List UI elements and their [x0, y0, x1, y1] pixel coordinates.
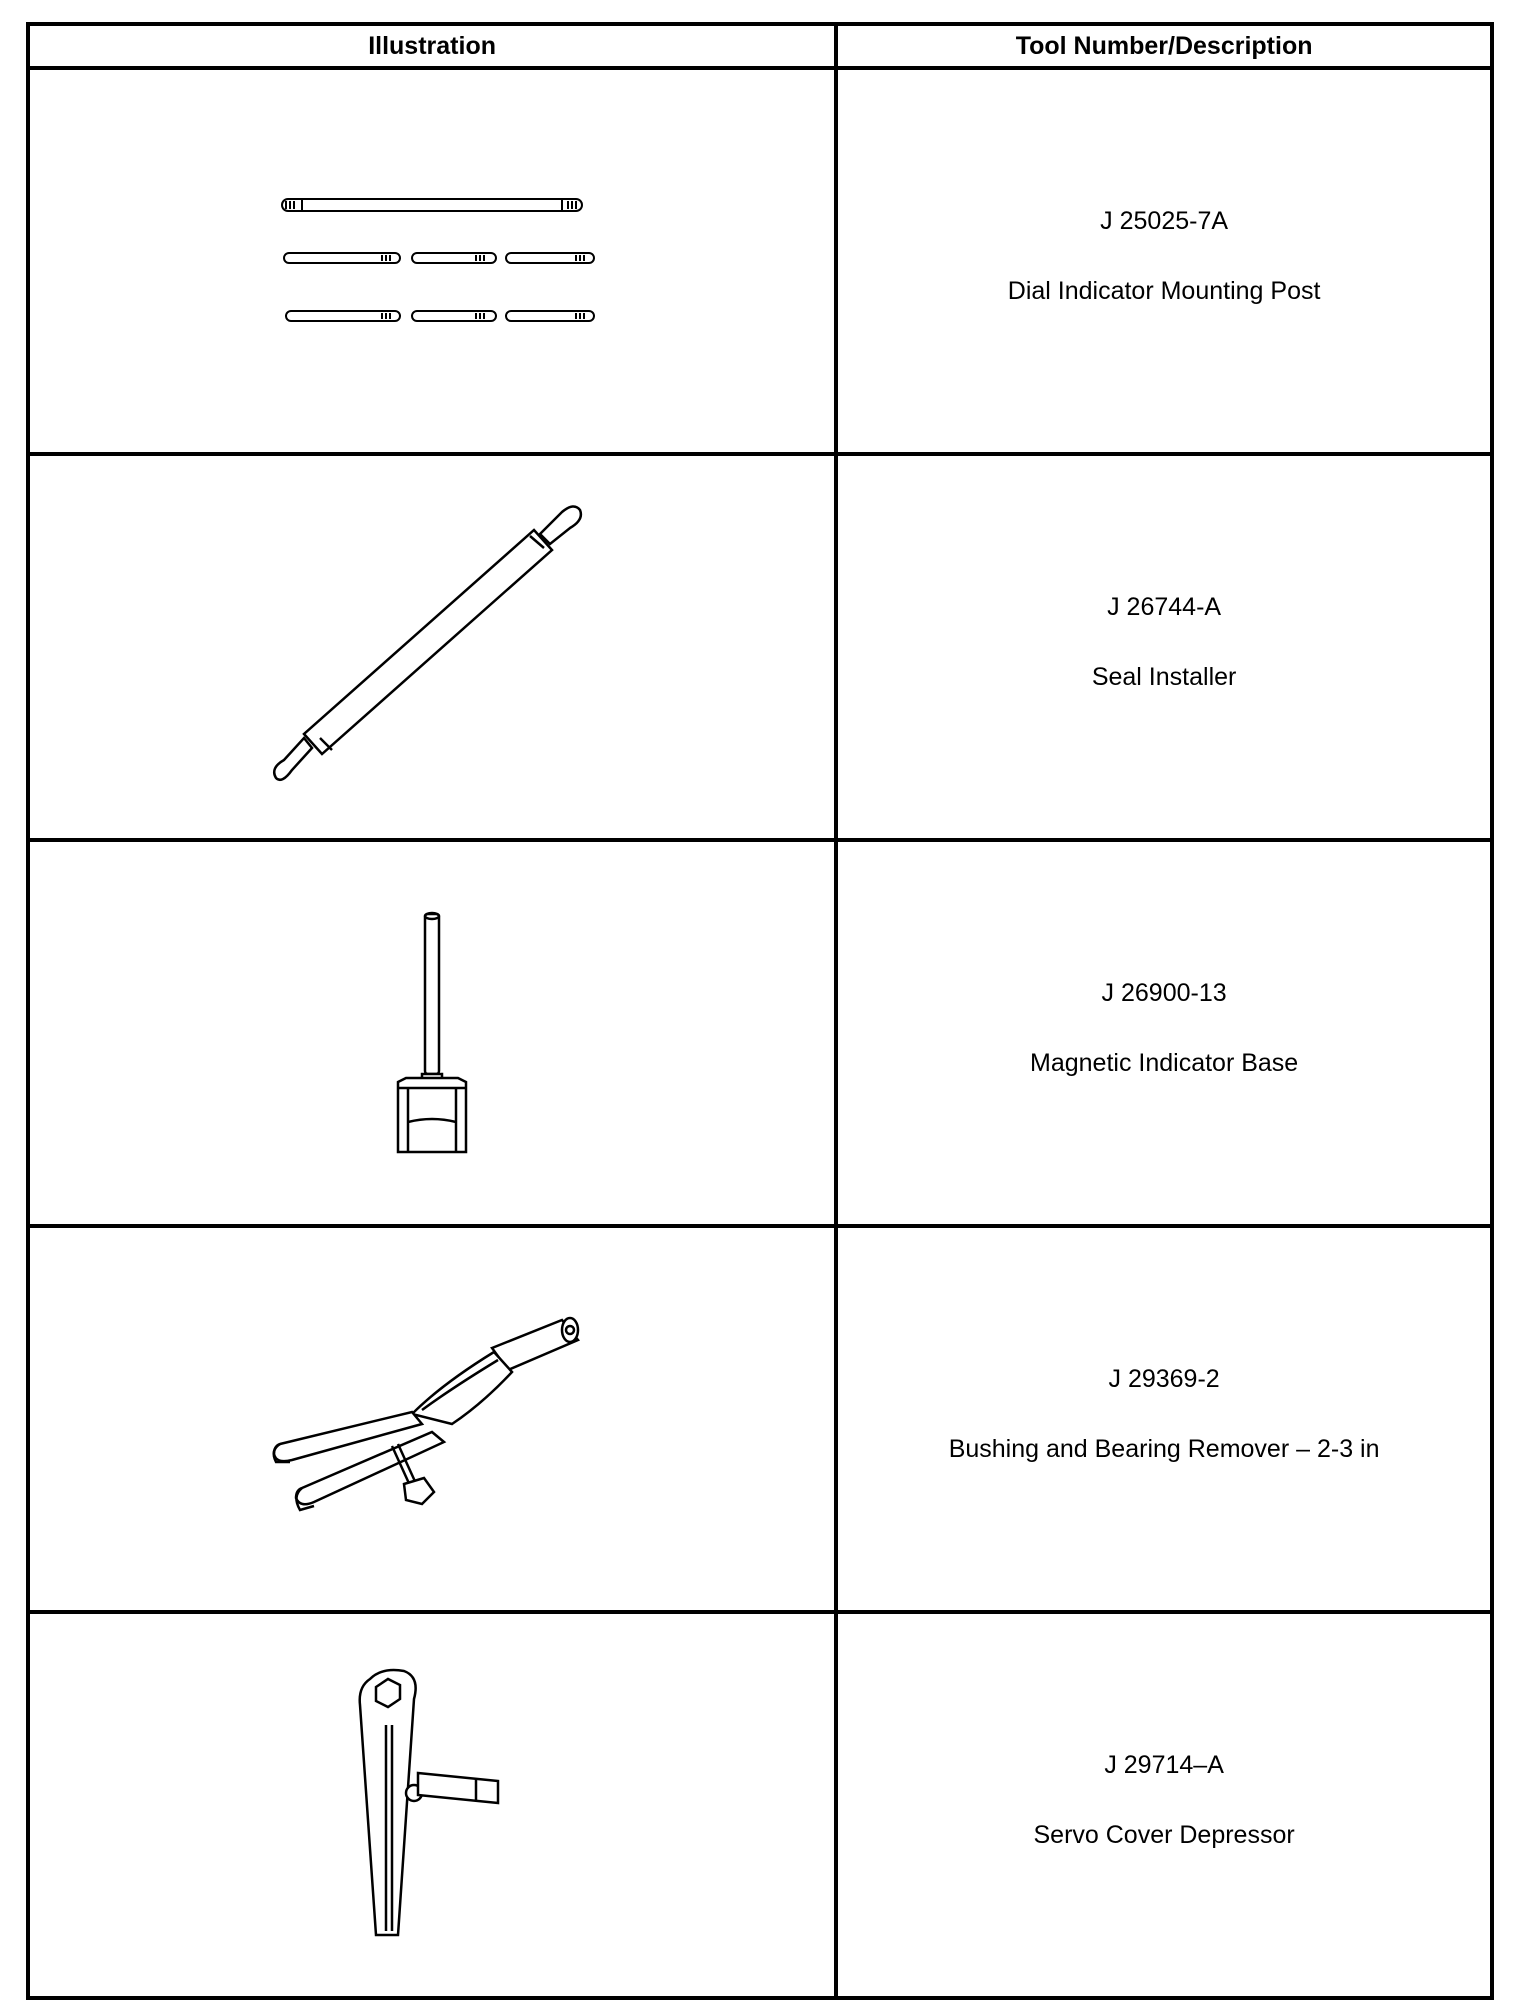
tool-number: J 25025-7A: [1100, 207, 1229, 235]
tool-description-cell: [836, 1612, 1492, 1998]
table-row: [28, 1612, 1492, 1998]
illustration-cell: [28, 1226, 836, 1612]
mounting-posts-icon: [262, 191, 602, 331]
tool-description: Bushing and Bearing Remover – 2-3 in: [948, 1435, 1380, 1463]
servo-depressor-icon: [342, 1665, 522, 1945]
tool-description-cell: [836, 68, 1492, 454]
illustration-cell: [28, 840, 836, 1226]
magnetic-base-icon: [372, 908, 492, 1158]
tool-number: J 26900-13: [1101, 979, 1227, 1007]
tool-description: Seal Installer: [1091, 663, 1237, 691]
header-row: [28, 24, 1492, 68]
illustration-cell: [28, 454, 836, 840]
tool-number: J 29714–A: [1104, 1751, 1224, 1779]
illustration-cell: [28, 68, 836, 454]
tool-description-cell: [836, 840, 1492, 1226]
tool-number: J 29369-2: [1108, 1365, 1220, 1393]
illustration-header: Illustration: [28, 24, 836, 68]
bushing-remover-icon: [262, 1314, 602, 1524]
seal-installer-icon: [262, 492, 602, 802]
table-row: [28, 68, 1492, 454]
tool-description-cell: [836, 454, 1492, 840]
table-row: [28, 454, 1492, 840]
tool-description: Dial Indicator Mounting Post: [1007, 277, 1321, 305]
illustration-cell: [28, 1612, 836, 1998]
table-row: [28, 840, 1492, 1226]
tool-description: Magnetic Indicator Base: [1030, 1049, 1299, 1077]
table-row: [28, 1226, 1492, 1612]
tool-description: Servo Cover Depressor: [1033, 1821, 1295, 1849]
tool-description-cell: [836, 1226, 1492, 1612]
tool-description-header: Tool Number/Description: [836, 24, 1492, 68]
special-tools-table: [26, 22, 1494, 2000]
tool-number: J 26744-A: [1107, 593, 1222, 621]
